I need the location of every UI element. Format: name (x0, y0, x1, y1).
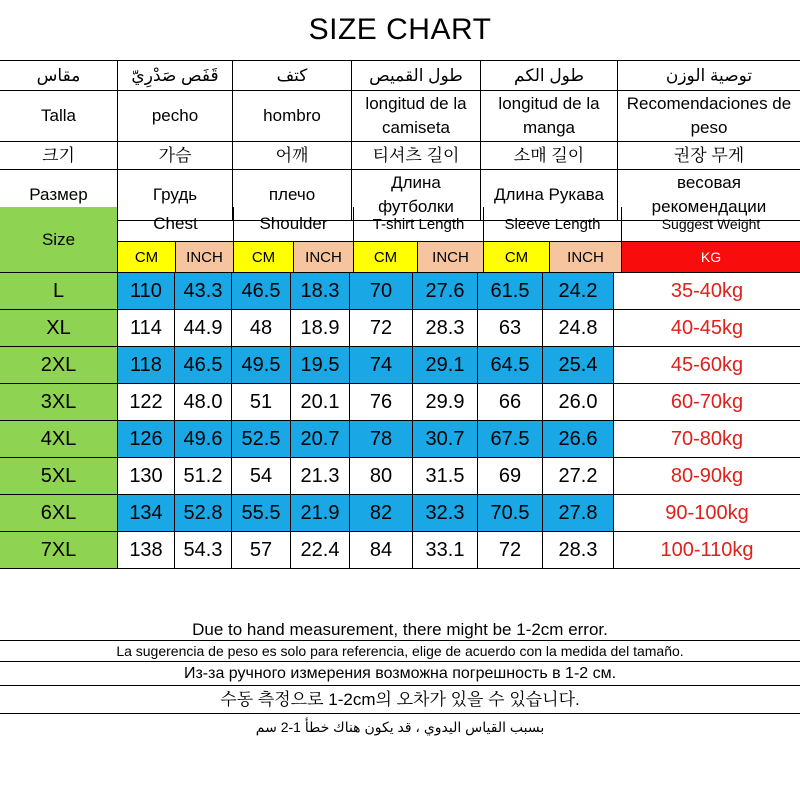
chest-inch-cell: 49.6 (175, 421, 232, 457)
header-weight-ko: 권장 무게 (673, 145, 745, 165)
translation-header-rows (0, 61, 800, 221)
shoulder-inch-cell: 22.4 (291, 532, 350, 568)
note-korean: 수동 측정으로 1-2cm의 오차가 있을 수 있습니다. (0, 686, 800, 714)
length-inch-cell: 30.7 (413, 421, 478, 457)
size-label: 4XL (0, 421, 118, 457)
weight-cell: 80-90kg (670, 464, 744, 487)
shoulder-cm-cell: 49.5 (232, 347, 291, 383)
shoulder-cm-cell: 57 (232, 532, 291, 568)
unit-inch-chest: INCH (176, 242, 234, 272)
header-length-es: longitud de la camiseta (352, 91, 481, 141)
header-weight-ru: весовая рекомендации (651, 173, 767, 216)
length-inch-cell: 32.3 (413, 495, 478, 531)
sleeve-cm-cell: 61.5 (478, 273, 543, 309)
length-cm-cell: 80 (350, 458, 413, 494)
table-row (0, 458, 800, 495)
unit-inch-shoulder: INCH (294, 242, 354, 272)
header-chest-en: Chest (118, 207, 234, 241)
shoulder-inch-cell: 19.5 (291, 347, 350, 383)
unit-kg: KG (622, 242, 800, 272)
shoulder-cm-cell: 46.5 (232, 273, 291, 309)
header-weight-en: Suggest Weight (661, 216, 761, 232)
weight-cell: 60-70kg (670, 390, 744, 413)
header-sleeve-ko: 소매 길이 (481, 142, 618, 169)
length-cm-cell: 72 (350, 310, 413, 346)
weight-cell: 45-60kg (670, 353, 744, 376)
sleeve-inch-cell: 25.4 (543, 347, 614, 383)
header-sleeve-es: longitud de la manga (481, 91, 618, 141)
shoulder-inch-cell: 21.3 (291, 458, 350, 494)
sleeve-cm-cell: 70.5 (478, 495, 543, 531)
header-shoulder-ko: 어깨 (233, 142, 352, 169)
length-cm-cell: 70 (350, 273, 413, 309)
chest-inch-cell: 51.2 (175, 458, 232, 494)
note-russian: Из-за ручного измерения возможна погрешность в 1-2 см. (0, 662, 800, 686)
length-inch-cell: 29.1 (413, 347, 478, 383)
header-size-ru: Размер (0, 170, 118, 220)
length-inch-cell: 33.1 (413, 532, 478, 568)
size-label: 3XL (0, 384, 118, 420)
size-label: 2XL (0, 347, 118, 383)
size-label: 5XL (0, 458, 118, 494)
chest-cm-cell: 122 (118, 384, 175, 420)
arabic-header-row (0, 61, 800, 91)
sleeve-cm-cell: 67.5 (478, 421, 543, 457)
table-row (0, 310, 800, 347)
chest-inch-cell: 44.9 (175, 310, 232, 346)
chest-cm-cell: 138 (118, 532, 175, 568)
sleeve-inch-cell: 28.3 (543, 532, 614, 568)
sleeve-cm-cell: 64.5 (478, 347, 543, 383)
chest-inch-cell: 46.5 (175, 347, 232, 383)
size-label: 6XL (0, 495, 118, 531)
table-row (0, 347, 800, 384)
chest-cm-cell: 114 (118, 310, 175, 346)
table-row (0, 532, 800, 569)
header-chest-ru: Грудь (118, 170, 233, 220)
header-chest-ar: قَفَص صَدْرِيّ (118, 61, 233, 90)
length-cm-cell: 78 (350, 421, 413, 457)
unit-cm-sleeve: CM (484, 242, 550, 272)
chest-cm-cell: 126 (118, 421, 175, 457)
size-table (0, 207, 800, 569)
header-weight-es: Recomendaciones de peso (626, 94, 792, 137)
weight-cell: 90-100kg (665, 501, 749, 524)
header-length-ru: Длина футболки (352, 170, 481, 220)
chest-inch-cell: 48.0 (175, 384, 232, 420)
unit-cm-length: CM (354, 242, 418, 272)
notes-section (0, 619, 800, 741)
sleeve-cm-cell: 72 (478, 532, 543, 568)
sleeve-inch-cell: 27.2 (543, 458, 614, 494)
length-cm-cell: 74 (350, 347, 413, 383)
length-cm-cell: 84 (350, 532, 413, 568)
shoulder-inch-cell: 20.7 (291, 421, 350, 457)
length-cm-cell: 76 (350, 384, 413, 420)
shoulder-cm-cell: 55.5 (232, 495, 291, 531)
length-inch-cell: 29.9 (413, 384, 478, 420)
header-chest-ko: 가슴 (118, 142, 233, 169)
header-sleeve-ar: طول الكم (481, 61, 618, 90)
unit-cm-chest: CM (118, 242, 176, 272)
header-shoulder-ar: كتف (233, 61, 352, 90)
shoulder-cm-cell: 52.5 (232, 421, 291, 457)
header-shoulder-ru: плечо (233, 170, 352, 220)
header-size-en: Size (0, 207, 118, 272)
size-chart-title: SIZE CHART (0, 0, 800, 61)
table-row (0, 384, 800, 421)
header-shoulder-en: Shoulder (234, 207, 354, 241)
header-unit-row (118, 242, 800, 272)
header-length-ko: 티셔츠 길이 (352, 142, 481, 169)
unit-cm-shoulder: CM (234, 242, 294, 272)
korean-header-row (0, 142, 800, 170)
header-sleeve-ru: Длина Рукава (481, 170, 618, 220)
header-measure-names (118, 207, 800, 242)
chest-inch-cell: 43.3 (175, 273, 232, 309)
chest-inch-cell: 52.8 (175, 495, 232, 531)
chest-cm-cell: 110 (118, 273, 175, 309)
weight-cell: 70-80kg (670, 427, 744, 450)
shoulder-inch-cell: 21.9 (291, 495, 350, 531)
table-row (0, 273, 800, 310)
sleeve-cm-cell: 66 (478, 384, 543, 420)
sleeve-inch-cell: 24.8 (543, 310, 614, 346)
note-arabic: بسبب القياس اليدوي ، قد يكون هناك خطأ 1-2 سم (255, 719, 545, 735)
shoulder-cm-cell: 54 (232, 458, 291, 494)
table-row (0, 421, 800, 458)
size-rows (0, 273, 800, 569)
size-label: L (0, 273, 118, 309)
header-size-ar: مقاس (0, 61, 118, 90)
shoulder-inch-cell: 18.3 (291, 273, 350, 309)
header-size-ko: 크기 (0, 142, 118, 169)
unit-inch-length: INCH (418, 242, 484, 272)
header-sleeve-en: Sleeve Length (484, 207, 622, 241)
sleeve-inch-cell: 24.2 (543, 273, 614, 309)
weight-cell: 40-45kg (670, 316, 744, 339)
sleeve-cm-cell: 63 (478, 310, 543, 346)
length-cm-cell: 82 (350, 495, 413, 531)
size-label: 7XL (0, 532, 118, 568)
english-header-row (0, 207, 800, 273)
sleeve-inch-cell: 26.6 (543, 421, 614, 457)
note-spanish: La sugerencia de peso es solo para referencia, elige de acuerdo con la medida del tamaño. (0, 641, 800, 662)
sleeve-cm-cell: 69 (478, 458, 543, 494)
shoulder-cm-cell: 51 (232, 384, 291, 420)
table-row (0, 495, 800, 532)
header-size-es: Talla (0, 91, 118, 141)
sleeve-inch-cell: 27.8 (543, 495, 614, 531)
header-length-ar: طول القميص (352, 61, 481, 90)
weight-cell: 35-40kg (670, 279, 744, 302)
header-length-en: T-shirt Length (354, 207, 484, 241)
chest-cm-cell: 118 (118, 347, 175, 383)
sleeve-inch-cell: 26.0 (543, 384, 614, 420)
length-inch-cell: 27.6 (413, 273, 478, 309)
length-inch-cell: 28.3 (413, 310, 478, 346)
size-label: XL (0, 310, 118, 346)
chest-cm-cell: 130 (118, 458, 175, 494)
header-weight-ar: توصية الوزن (665, 65, 753, 85)
spanish-header-row (0, 91, 800, 142)
shoulder-inch-cell: 20.1 (291, 384, 350, 420)
shoulder-cm-cell: 48 (232, 310, 291, 346)
length-inch-cell: 31.5 (413, 458, 478, 494)
header-shoulder-es: hombro (233, 91, 352, 141)
note-english: Due to hand measurement, there might be 1-2cm error. (0, 619, 800, 641)
chest-cm-cell: 134 (118, 495, 175, 531)
unit-inch-sleeve: INCH (550, 242, 622, 272)
header-chest-es: pecho (118, 91, 233, 141)
header-measure-group (118, 207, 800, 272)
chest-inch-cell: 54.3 (175, 532, 232, 568)
weight-cell: 100-110kg (660, 538, 754, 561)
shoulder-inch-cell: 18.9 (291, 310, 350, 346)
